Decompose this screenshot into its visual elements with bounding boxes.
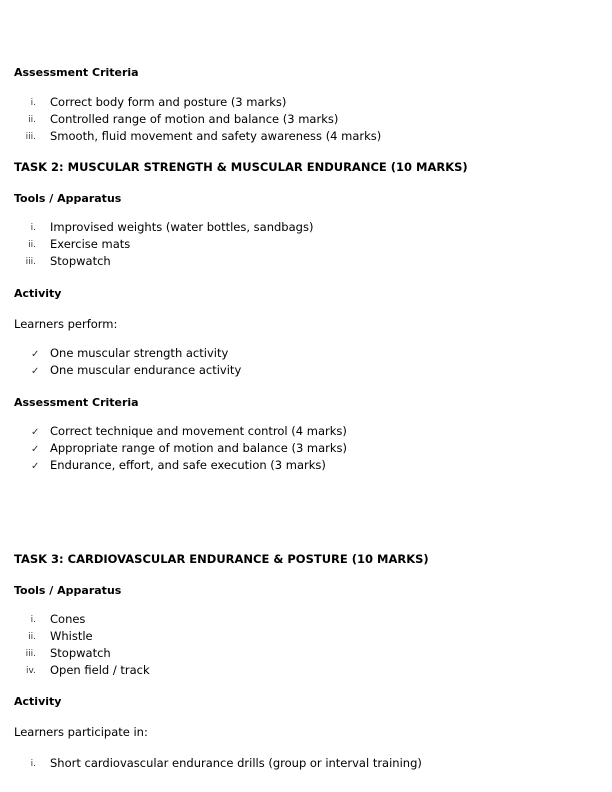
checkmark-icon: ✓ [31, 349, 40, 360]
task2-activity-heading: Activity [14, 287, 62, 300]
task2-tools-heading: Tools / Apparatus [14, 192, 122, 205]
checkmark-icon: ✓ [31, 461, 40, 472]
checkmark-icon: ✓ [31, 427, 40, 438]
document-page: Assessment Criteria i. Correct body form and posture (3 marks) ii. Controlled range of motion and balance (3 marks) iii. Smooth, fluid movement and safety awareness (4 marks) TASK 2: MUSCULAR STRENGTH & MUSCULAR ENDURANCE (10 MARKS) Tools / Apparatus i. Improvised weights (water bottles, sandbags) ii. Exercise mats iii. Stopwatch Activity Learners perform: ✓ One muscular strength activity ✓ One muscular endurance activity Assessment Criteria ✓ Correct technique and movement control (4 marks) ✓ Appropriate range of motion and balance (3 marks) ✓ Endurance, effort, and safe execution (3 marks) TASK 3: CARDIOVASCULAR ENDURANCE & POSTURE (10 MARKS) Tools / Apparatus i. Cones ii. Whistle iii. Stopwatch iv. Open field / track Activity Learners participate in: i. Short cardiovascular endurance drills (group or interval training) [14, 66, 468, 770]
task2-title: TASK 2: MUSCULAR STRENGTH & MUSCULAR ENDURANCE (10 MARKS) [14, 160, 468, 174]
task3-tools-heading: Tools / Apparatus [14, 584, 122, 597]
task2-assessment-heading: Assessment Criteria [14, 396, 139, 409]
checkmark-icon: ✓ [31, 444, 40, 455]
task3-title: TASK 3: CARDIOVASCULAR ENDURANCE & POSTURE (10 MARKS) [14, 552, 429, 566]
task2-activity-intro: Learners perform: [14, 317, 118, 331]
task3-activity-heading: Activity [14, 695, 62, 708]
task3-activity-intro: Learners participate in: [14, 725, 148, 739]
task1-assessment-heading: Assessment Criteria [14, 66, 139, 79]
checkmark-icon: ✓ [31, 366, 40, 377]
